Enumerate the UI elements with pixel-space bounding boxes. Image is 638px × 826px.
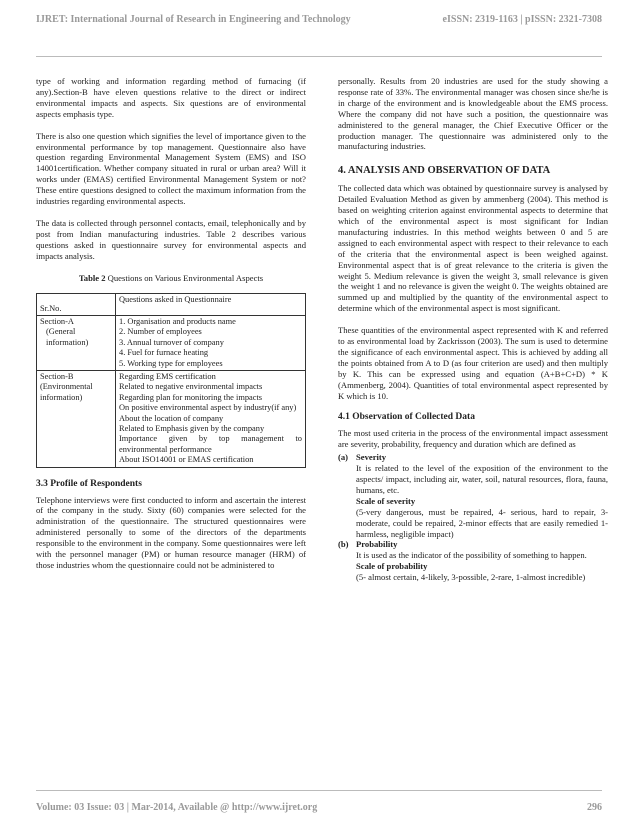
question-item: Related to Emphasis given by the company <box>119 423 265 433</box>
header-rule <box>36 56 602 57</box>
questions-table <box>36 293 306 468</box>
question-item: About ISO14001 or EMAS certification <box>119 455 254 465</box>
paragraph: Telephone interviews were first conducted to inform and ascertain the interest of the company in the study. Sixty (60) companies were selected for the administration of the questionnaire. The structured questionnaires were administered personally to some of the directors of the departments responsible to the environment in the company. Some questionnaires were left with the personnel manager (PM) or human resource manager (HRM) of those industries whom the questionnaire could not be administered to <box>36 494 306 570</box>
table-header-cell: Sr.No. <box>37 293 116 315</box>
paragraph: The collected data which was obtained by questionnaire survey is analysed by Detailed Evaluation Method as given by ammenberg (2004). This method is based on weighting criterion against environmental aspects to determine that which of the environmental aspect is most significant for Indian manufacturing industries. In this method weights between 0 and 5 are assigned to each environmental aspect with respect to their relevance to each of the criteria that the environmental aspect is been weighed against. Environmental aspect that is of great relevance to the criteria is given the weight 5. Medium relevance is given the weight 3, small relevance is given the weight 1 and no relevance is given the weight 0. The weights obtained are summed up and multiplied by the quantity of the environmental aspect to determine which of the environmental aspect is most significant. <box>338 183 608 314</box>
table-caption <box>36 273 306 284</box>
issn: eISSN: 2319-1163 | pISSN: 2321-7308 <box>442 14 602 25</box>
paragraph: The most used criteria in the process of the environmental impact assessment are severity, probability, frequency and duration which are defined as <box>338 428 608 450</box>
question-item: Regarding plan for monitoring the impacts <box>119 392 263 402</box>
table-caption-text: Questions on Various Environmental Aspects <box>105 272 264 283</box>
question-item: On positive environmental aspect by industry(if any) <box>119 403 297 413</box>
criterion-text: It is related to the level of the exposition of the environment to the aspects/ impact, including air, water, soil, natural resources, flora, fauna, humans, etc. <box>356 463 608 495</box>
table-header-row <box>37 293 306 315</box>
table-header-cell: Questions asked in Questionnaire <box>116 293 306 315</box>
section-sublabel: (General information) <box>46 327 89 347</box>
questions-cell <box>116 370 306 467</box>
question-item: About the location of company <box>119 413 224 423</box>
running-footer <box>36 802 602 813</box>
section-label: Section-B <box>40 371 74 381</box>
criterion-name: Severity <box>356 452 387 463</box>
paragraph: There is also one question which signifies the level of importance given to the environmental performance by top management. Questionnaire also have question regarding Environmental Management System (EMS) and ISO 14001certification. Whether company situated in rural or urban area? Will it works under (EMAS) certified Environmental Management System or not? These entire questions designed to collect the maximum information from the industries regarding environmental aspects. <box>36 130 306 207</box>
section-sublabel: (Environmental information) <box>40 382 93 402</box>
paragraph: These quantities of the environmental aspect represented with K and referred to as environmental load by Zackrisson (2003). The sum is used to determine the significance of each environmental aspect. This is achieved by adding all the points obtained from A to D (as four criterion are used) and then multiply by K. This can be expressed using and equation (A+B+C+D) * K (Ammenberg, 2004). Quantities of total environmental aspect represented by K which is 10. <box>338 325 608 401</box>
criterion-label: (a) <box>338 452 349 463</box>
criterion-probability <box>338 539 608 583</box>
criterion-label: (b) <box>338 539 349 550</box>
left-column <box>36 76 306 582</box>
question-item: 1. Organisation and products name <box>119 316 236 326</box>
questions-cell <box>116 315 306 370</box>
table-row <box>37 315 306 370</box>
section-label: Section-A <box>40 316 74 326</box>
page-number: 296 <box>587 802 602 813</box>
table-row <box>37 370 306 467</box>
question-item: 3. Annual turnover of company <box>119 337 224 347</box>
footer-rule <box>36 790 602 791</box>
right-column <box>338 76 608 583</box>
section-heading: 4. ANALYSIS AND OBSERVATION OF DATA <box>338 165 551 177</box>
question-item: 4. Fuel for furnace heating <box>119 348 209 358</box>
section-heading: 3.3 Profile of Respondents <box>36 478 142 489</box>
question-item: 2. Number of employees <box>119 327 202 337</box>
scale-text: (5-very dangerous, must be repaired, 4- serious, hard to repair, 3-moderate, could be repaired, 2-minor effects that are easily remedied 1-harmless, negligible impact) <box>356 506 608 539</box>
section-cell <box>37 370 116 467</box>
question-item: Regarding EMS certification <box>119 371 216 381</box>
criterion-name: Probability <box>356 539 398 550</box>
question-item: 5. Working type for employees <box>119 358 223 368</box>
paragraph: The data is collected through personnel contacts, email, telephonically and by post from Indian manufacturing industries. Table 2 describes various questions asked in questionnaire survey for environmental aspects and impacts analysis. <box>36 217 306 261</box>
criterion-severity <box>338 452 608 539</box>
subsection-heading: 4.1 Observation of Collected Data <box>338 412 475 423</box>
criterion-text: It is used as the indicator of the possibility of something to happen. <box>356 550 587 561</box>
paragraph: type of working and information regarding method of furnacing (if any).Section-B have eleven questions relative to the direct or indirect environmental impacts and aspects. Six questions are of environmental aspects emphasis type. <box>36 76 306 119</box>
scale-heading: Scale of severity <box>356 495 416 506</box>
scale-heading: Scale of probability <box>356 561 428 572</box>
table-caption-label: Table 2 <box>78 272 106 283</box>
scale-text: (5- almost certain, 4-likely, 3-possible, 2-rare, 1-almost incredible) <box>356 572 586 583</box>
volume-info: Volume: 03 Issue: 03 | Mar-2014, Available @ http://www.ijret.org <box>36 802 318 813</box>
question-item: Related to negative environmental impacts <box>119 382 263 392</box>
paragraph: personally. Results from 20 industries are used for the study showing a response rate of 33%. The environmental manager was chosen since she/he is in charge of the environment and is knowledgeable about the EMS process. Where the company did not have such a position, the questionnaire was administered to the general manager, the Chief Executive Officer or the production manager. The questionnaire was administered only to the manufacturing industries. <box>338 76 608 152</box>
question-item: Importance given by top management to environmental performance <box>119 434 302 454</box>
journal-name: IJRET: International Journal of Research in Engineering and Technology <box>36 14 351 25</box>
section-cell <box>37 315 116 370</box>
running-header <box>36 14 602 25</box>
